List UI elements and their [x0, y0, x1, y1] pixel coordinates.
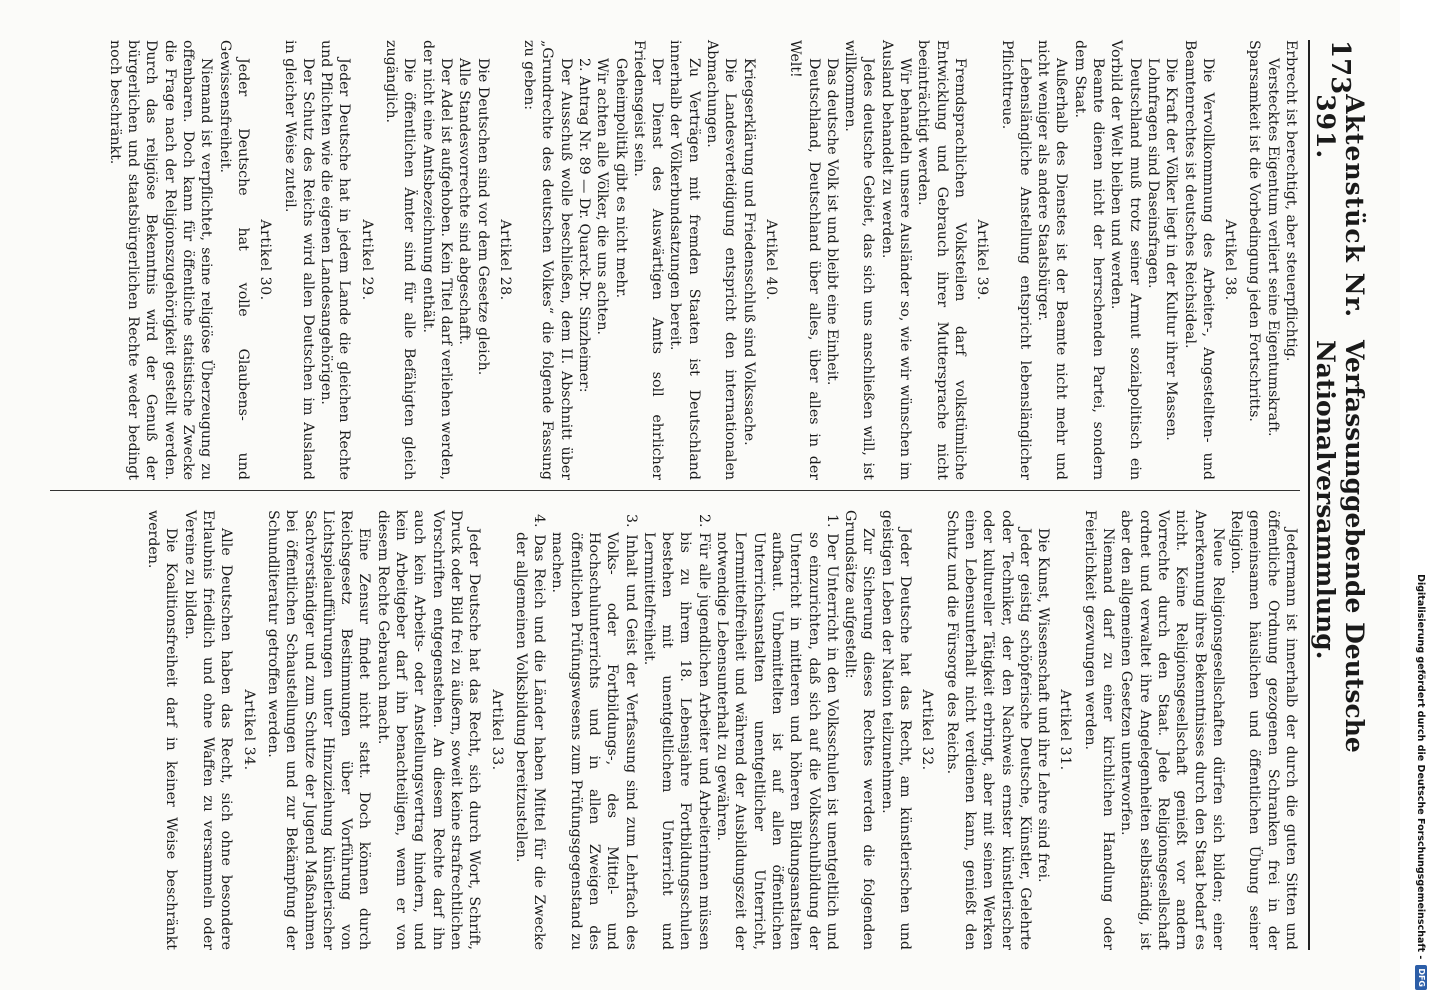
paragraph: Sparsamkeit ist die Vorbedingung jeden Fortschritts.	[1246, 40, 1263, 422]
paragraph: Jeder Deutsche hat das Recht, sich durch Wort, Schrift, Druck oder Bild frei zu äußern, soweit keine strafrechtlichen Vorschriften entgegenstehen. An diesem Rechte darf ihn auch kein Arbeits- oder Anstellungsvertrag hindern, und kein Arbeitgeber darf ihn benachteiligen, wenn er von diesem Rechte Gebrauch macht.	[374, 510, 483, 950]
article-heading: Artikel 29.	[358, 219, 375, 301]
paragraph: Geheimpolitik gibt es nicht mehr.	[612, 58, 629, 299]
paragraph: Die Koalitionsfreiheit darf in keiner Weise beschränkt werden.	[145, 510, 180, 950]
paragraph: Jeder Deutsche hat volle Glaubens- und Gewissensfreiheit.	[216, 40, 251, 480]
text-column-left	[50, 40, 1300, 480]
paragraph: Alle Standesvorrechte sind abgeschafft.	[456, 58, 473, 345]
paragraph: Wir achten alle Völker, die uns achten.	[594, 58, 611, 336]
paragraph: Eine Zensur findet nicht statt. Doch können durch Reichsgesetz Bestimmungen über Vorführung von Lichtspielaufführungen unter Hinzuziehung künstlerischer Sachverständiger und zum Schutze der Jugend Maßnahmen bei öffentlichen Schaustellungen und zur Bekämpfung der Schundliteratur getroffen werden.	[264, 510, 373, 950]
paragraph: Zu Verträgen mit fremden Staaten ist Deutschland innerhalb der Völkerbundsatzungen bereit.	[667, 40, 702, 480]
list-item: 4. Das Reich und die Länder haben Mittel für die Zwecke der allgemeinen Volksbildung bereitzustellen.	[512, 514, 548, 950]
paragraph: Deutschland, Deutschland über alles, über alles in der Welt!	[787, 40, 822, 480]
paragraph: Der Adel ist aufgehoben. Kein Titel darf verliehen werden, der nicht eine Amtsbezeichnung enthält.	[419, 40, 454, 480]
paragraph: Jeder geistig schöpferische Deutsche, Künstler, Gelehrte oder Techniker, der den Nachweis ernster künstlerischer oder kultureller Tätigkeit erbringt, aber mit seinen Werken einen Lebensunterhalt nicht verdienen kann, genießt den Schutz und die Fürsorge des Reichs.	[943, 510, 1033, 950]
article-heading: Artikel 38.	[1222, 219, 1239, 301]
paragraph: Das deutsche Volk ist und bleibt eine Einheit.	[823, 58, 840, 386]
credit-text: Digitalisierung gefördert durch die Deutsche Forschungsgemeinschaft -	[1415, 574, 1427, 960]
paragraph: Lohnfragen sind Daseinsfragen.	[1144, 58, 1161, 289]
article-heading: Artikel 33.	[488, 689, 505, 771]
paragraph: Verstecktes Eigentum verliert seine Eigentumskraft.	[1264, 58, 1281, 437]
paragraph: Jeder Deutsche hat in jedem Lande die gleichen Rechte und Pflichten wie die eigenen Landesangehörigen.	[318, 40, 353, 480]
paragraph: Niemand ist verpflichtet, seine religiöse Überzeugung zu offenbaren. Doch kann für öffentliche statistische Zwecke die Frage nach der Religionszugehörigkeit gestellt werden. Durch das religiöse Bekenntnis wird der Genuß der bürgerlichen und staatsbürgerlichen Rechte weder bedingt noch beschränkt.	[106, 40, 215, 480]
paragraph: Jedes deutsche Gebiet, das sich uns anschließen will, ist willkommen.	[842, 40, 877, 480]
paragraph: Der Ausschuß wolle beschließen, dem II. Abschnitt über „Grundrechte des deutschen Volkes“ die folgende Fassung zu geben:	[521, 40, 574, 480]
page-header	[1308, 40, 1370, 950]
page-title: Aktenstück Nr. 391.	[1311, 94, 1369, 319]
paragraph: Fremdsprachlichen Volksteilen darf volkstümliche Entwicklung und Gebrauch ihrer Muttersprache nicht beeinträchtigt werden.	[915, 40, 968, 480]
paragraph: Neue Religionsgesellschaften dürfen sich bilden; einer Anerkennung ihres Bekenntnisses durch den Staat bedarf es nicht. Keine Religionsgesellschaft genießt vor andern Vorrechte durch den Staat. Jede Religionsgesellschaft ordnet und verwaltet ihre Angelegenheiten selbständig, ist aber den allgemeinen Gesetzen unterworfen.	[1118, 510, 1226, 950]
paragraph: Die Kunst, Wissenschaft und ihre Lehre sind frei.	[1035, 528, 1052, 883]
list-item: 2. Für alle jugendlichen Arbeiter und Arbeiterinnen müssen bis zu ihrem 18. Lebensjahre Fortbildungsschulen bestehen mit unentgeltlichem Unterricht und Lernmittelfreiheit.	[640, 514, 712, 950]
paragraph: Jeder Deutsche hat das Recht, am künstlerischen und geistigen Leben der Nation teilzunehmen.	[878, 510, 914, 950]
paragraph: Der Dienst des Auswärtigen Amts soll ehrlicher Friedensgeist sein.	[630, 40, 666, 480]
paragraph: 2. Antrag Nr. 89 — Dr. Quarck-Dr. Sinzheimer:	[576, 58, 593, 393]
paragraph: Außerhalb des Dienstes ist der Beamte nicht mehr und nicht weniger als andere Staatsbürger.	[1035, 40, 1070, 480]
paragraph: Der Schutz des Reichs wird allen Deutschen im Ausland in gleicher Weise zuteil.	[281, 40, 316, 480]
dfg-logo: DFG	[1415, 965, 1427, 990]
paragraph: Jedermann ist innerhalb der durch die guten Sitten und öffentliche Ordnung gezogenen Schranken frei in der gemeinsamen häuslichen und öffentlichen Übung seiner Religion.	[1228, 510, 1299, 950]
article-heading: Artikel 28.	[496, 219, 513, 301]
article-heading: Artikel 30.	[257, 219, 274, 301]
paragraph: Deutschland muß trotz seiner Armut sozialpolitisch ein Vorbild der Welt bleiben und werden.	[1108, 40, 1143, 480]
list-item: 1. Der Unterricht in den Volksschulen ist unentgeltlich und so einzurichten, daß sich auf die Volksschulbildung der Unterricht in mittleren und höheren Bildungsanstalten aufbaut. Unbemittelten ist auf allen öffentlichen Unterrichtsanstalten unentgeltlicher Unterricht, Lernmittelfreiheit und während der Ausbildungszeit der notwendige Lebensunterhalt zu gewähren.	[714, 514, 840, 950]
paragraph: Niemand darf zu einer kirchlichen Handlung oder Feierlichkeit gezwungen werden.	[1081, 510, 1117, 950]
article-heading: Artikel 32.	[919, 689, 936, 771]
paragraph: Die Kraft der Völker liegt in der Kultur ihrer Massen.	[1163, 58, 1180, 441]
paragraph: Die Deutschen sind vor dem Gesetze gleich.	[474, 58, 491, 376]
paragraph: Die Vervollkommnung des Arbeiter-, Angestellten- und Beamtenrechtes ist deutsches Reichsideal.	[1181, 40, 1216, 480]
text-column-right	[50, 510, 1300, 950]
paragraph: Alle Deutschen haben das Recht, sich ohne besondere Erlaubnis friedlich und ohne Waffen zu versammeln oder Vereine zu bilden.	[181, 510, 235, 950]
article-heading: Artikel 31.	[1057, 689, 1074, 771]
paragraph: Die Landesverteidigung entspricht den internationalen Abmachungen.	[704, 40, 739, 480]
digitization-credit	[1414, 10, 1428, 990]
page-number: 173	[1325, 40, 1355, 95]
column-divider	[50, 490, 1300, 491]
article-heading: Artikel 34.	[240, 689, 257, 771]
list-item: 3. Inhalt und Geist der Verfassung sind zum Lehrfach des Volks- oder Fortbildungs-, des Mittel- und Hochschulunterrichts und in allen Zweigen des öffentlichen Prüfungswesens zum Prüfungsgegenstand zu machen.	[549, 514, 639, 950]
paragraph: Beamte dienen nicht der herrschenden Partei, sondern dem Staat.	[1071, 40, 1107, 480]
article-heading: Artikel 40.	[762, 219, 779, 301]
paragraph: Die öffentlichen Ämter sind für alle Befähigten gleich zugänglich.	[383, 40, 418, 480]
paragraph: Zur Sicherung dieses Rechtes werden die folgenden Grundsätze aufgestellt:	[842, 510, 877, 950]
article-heading: Artikel 39.	[974, 219, 991, 301]
publication-title: Verfassunggebende Deutsche Nationalversammlung.	[1311, 339, 1369, 753]
paragraph: Lebenslängliche Anstellung entspricht lebenslänglicher Pflichttreue.	[998, 40, 1033, 480]
paragraph: Erbrecht ist berechtigt, aber steuerpflichtig.	[1283, 40, 1299, 362]
paragraph: Wir behandeln unsere Ausländer so, wie wir wünschen im Ausland behandelt zu werden.	[878, 40, 914, 480]
paragraph: Kriegserklärung und Friedensschluß sind Volkssache.	[740, 58, 757, 446]
